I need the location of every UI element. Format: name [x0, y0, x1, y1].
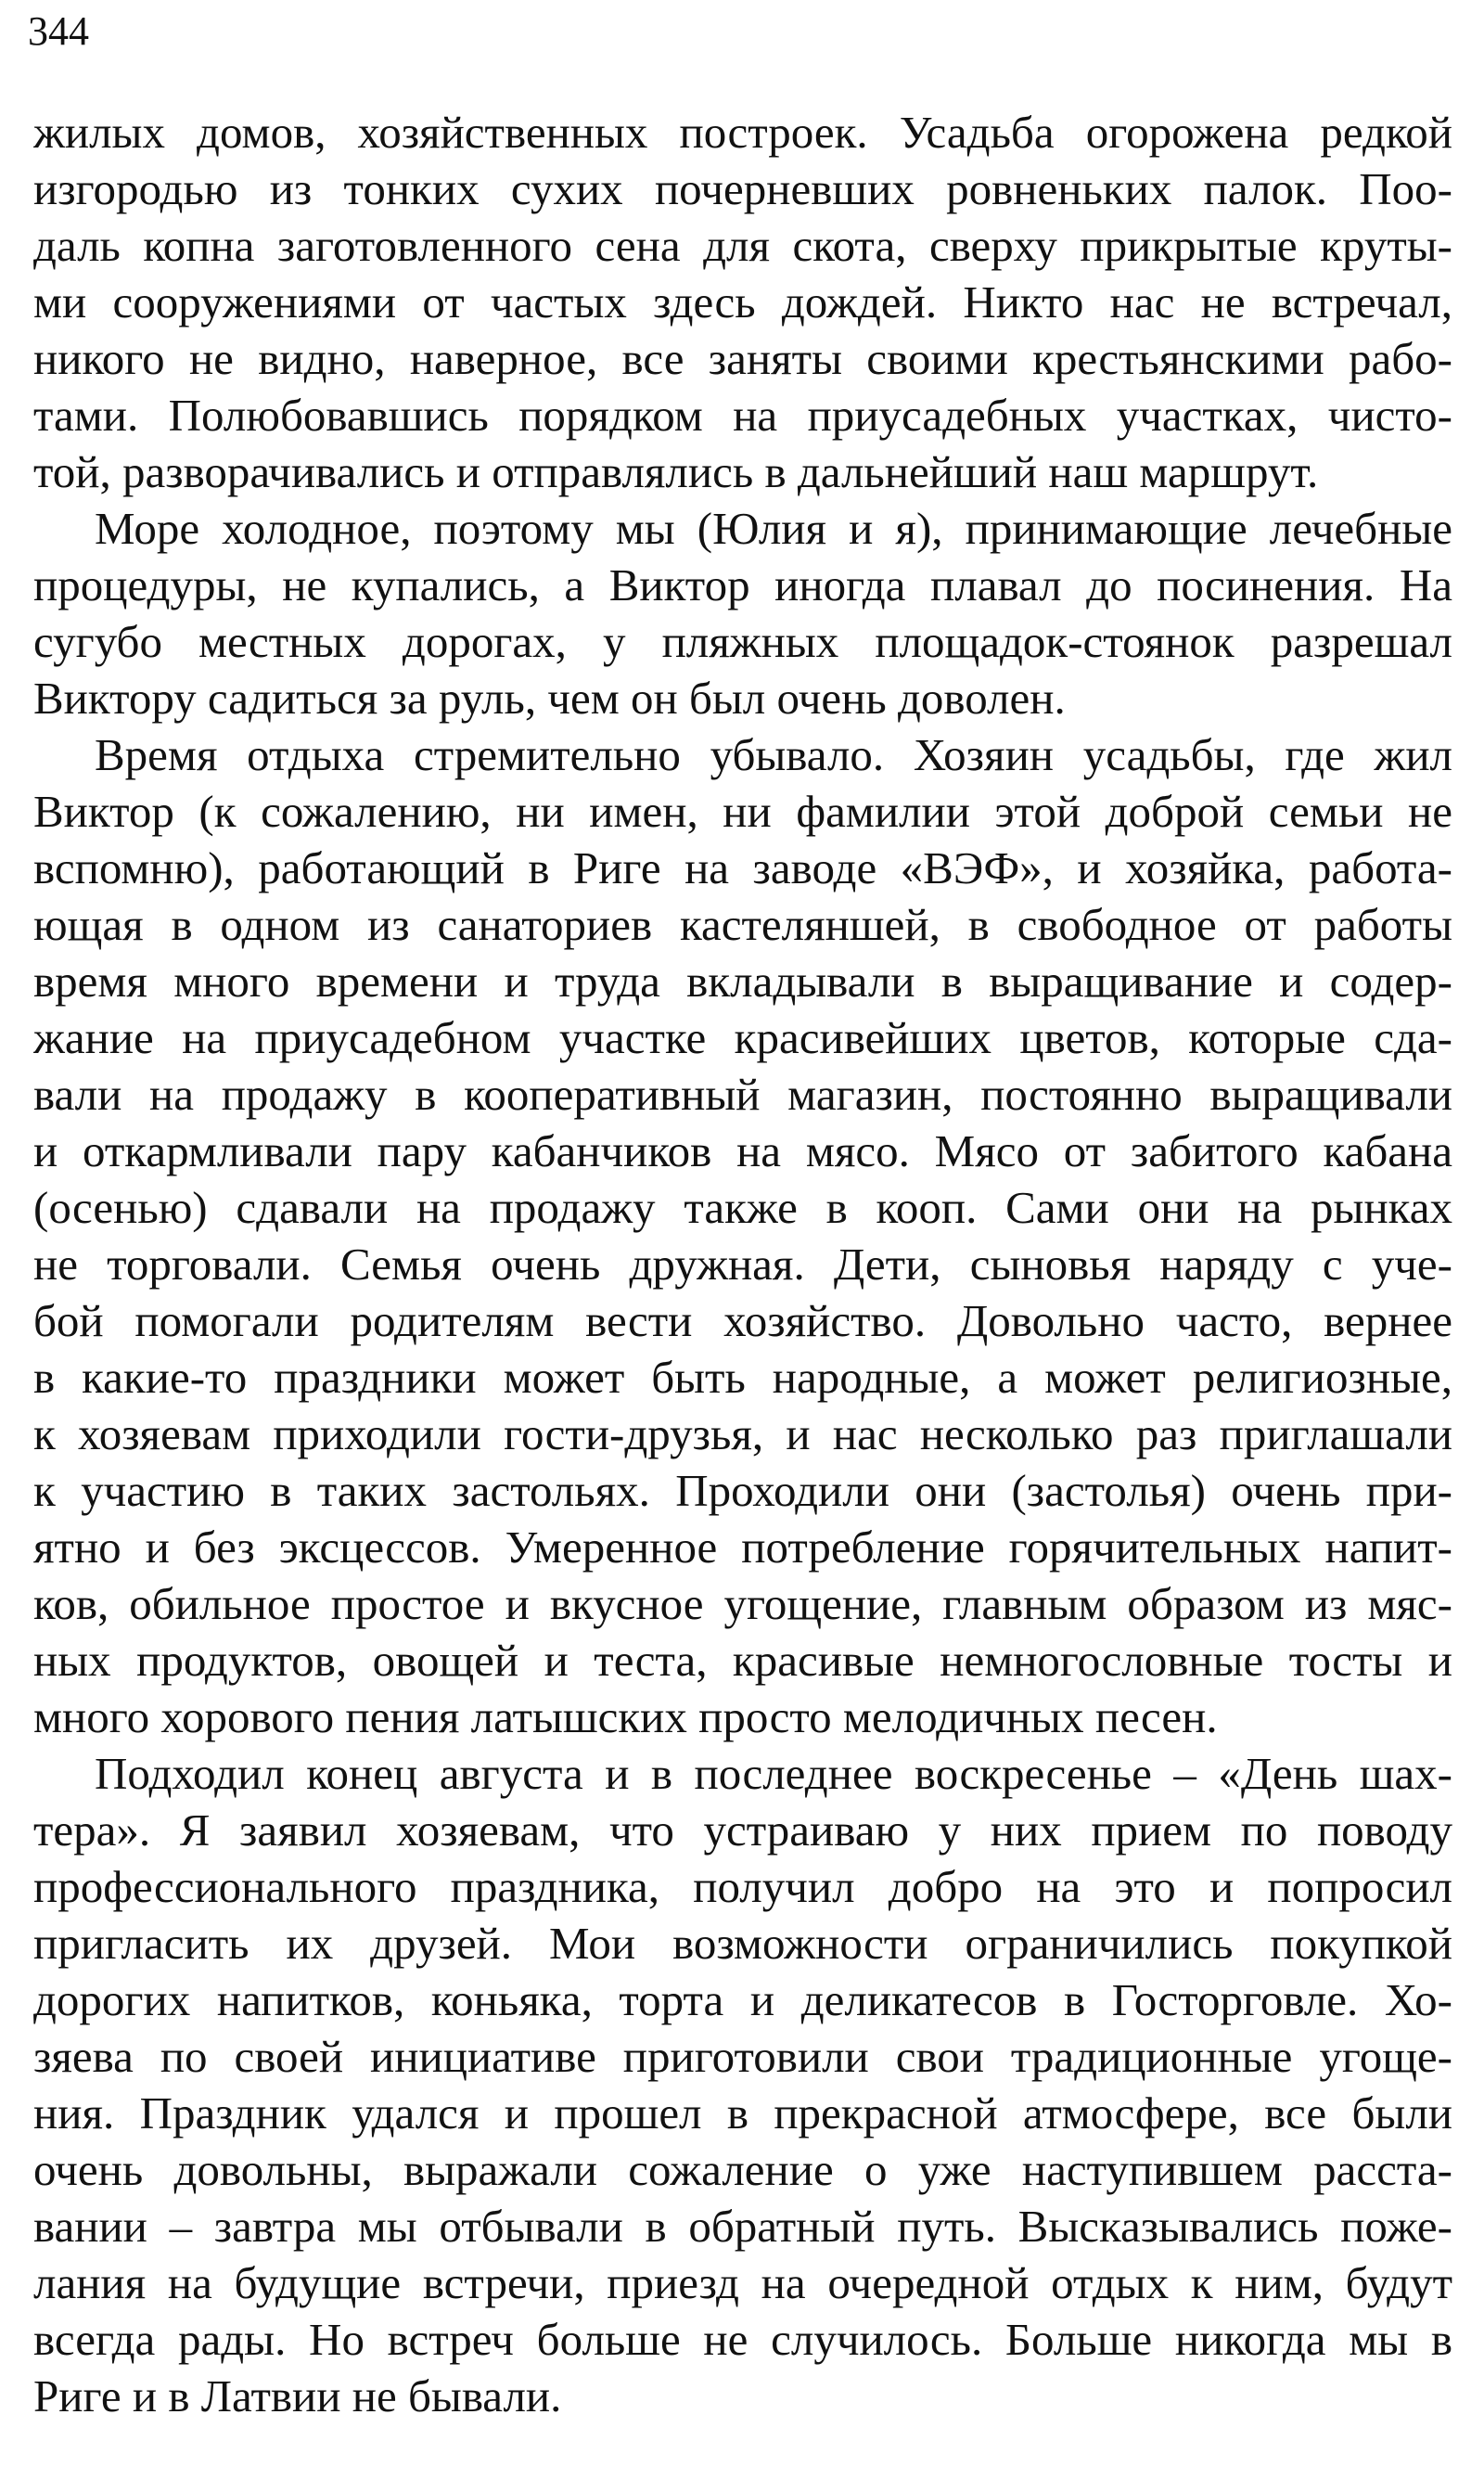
text-line: никого не видно, наверное, все заняты своими крестьянскими рабо-: [33, 333, 1452, 384]
text-line: Время отдыха стремительно убывало. Хозяин усадьбы, где жил: [95, 729, 1452, 780]
text-line: вании – завтра мы отбывали в обратный путь. Высказывались поже-: [33, 2201, 1452, 2252]
text-line: тера». Я заявил хозяевам, что устраиваю у них прием по поводу: [33, 1805, 1452, 1856]
text-line: много хорового пения латышских просто мелодичных песен.: [33, 1691, 1218, 1742]
text-line: ных продуктов, овощей и теста, красивые немногословные тосты и: [33, 1635, 1452, 1686]
text-line: Виктору садиться за руль, чем он был очень доволен.: [33, 673, 1066, 724]
text-line: (осенью) сдавали на продажу также в кооп. Сами они на рынках: [33, 1182, 1452, 1233]
text-line: в какие-то праздники может быть народные, а может религиозные,: [33, 1352, 1452, 1403]
text-line: и откармливали пару кабанчиков на мясо. Мясо от забитого кабана: [33, 1125, 1452, 1176]
body-text: [33, 104, 1452, 2424]
text-line: очень довольны, выражали сожаление о уже наступившем расста-: [33, 2144, 1452, 2195]
text-line: вали на продажу в кооперативный магазин, постоянно выращивали: [33, 1069, 1452, 1120]
text-line: даль копна заготовленного сена для скота, сверху прикрытые круты-: [33, 220, 1452, 271]
text-line: время много времени и труда вкладывали в выращивание и содер-: [33, 956, 1452, 1007]
text-line: зяева по своей инициативе приготовили свои традиционные угоще-: [33, 2031, 1452, 2082]
text-line: ков, обильное простое и вкусное угощение, главным образом из мяс-: [33, 1578, 1452, 1629]
text-line: Риге и в Латвии не бывали.: [33, 2370, 562, 2421]
text-line: процедуры, не купались, а Виктор иногда плавал до посинения. На: [33, 559, 1452, 610]
text-line: ятно и без эксцессов. Умеренное потребление горячительных напит-: [33, 1522, 1452, 1573]
text-line: Море холодное, поэтому мы (Юлия и я), принимающие лечебные: [95, 503, 1452, 554]
text-line: ющая в одном из санаториев кастеляншей, в свободное от работы: [33, 899, 1452, 950]
text-line: ния. Праздник удался и прошел в прекрасной атмосфере, все были: [33, 2087, 1452, 2138]
text-line: Подходил конец августа и в последнее воскресенье – «День шах-: [95, 1748, 1452, 1799]
text-line: Виктор (к сожалению, ни имен, ни фамилии этой доброй семьи не: [33, 786, 1452, 837]
text-line: вспомню), работающий в Риге на заводе «ВЭФ», и хозяйка, работа-: [33, 842, 1452, 893]
text-line: к участию в таких застольях. Проходили они (застолья) очень при-: [33, 1465, 1452, 1516]
text-line: тами. Полюбовавшись порядком на приусадебных участках, чисто-: [33, 390, 1452, 441]
text-line: ми сооружениями от частых здесь дождей. Никто нас не встречал,: [33, 276, 1452, 328]
text-line: изгородью из тонких сухих почерневших ровненьких палок. Поо-: [33, 163, 1452, 214]
page-number: 344: [28, 8, 89, 54]
text-line: жилых домов, хозяйственных построек. Усадьба огорожена редкой: [33, 107, 1452, 158]
text-line: жание на приусадебном участке красивейших цветов, которые сда-: [33, 1012, 1452, 1063]
text-line: не торговали. Семья очень дружная. Дети, сыновья наряду с уче-: [33, 1239, 1452, 1290]
text-line: сугубо местных дорогах, у пляжных площадок-стоянок разрешал: [33, 616, 1452, 667]
text-line: всегда рады. Но встреч больше не случилось. Больше никогда мы в: [33, 2314, 1452, 2365]
text-line: лания на будущие встречи, приезд на очередной отдых к ним, будут: [33, 2257, 1452, 2308]
text-line: профессионального праздника, получил добро на это и попросил: [33, 1861, 1452, 1912]
text-line: пригласить их друзей. Мои возможности ограничились покупкой: [33, 1918, 1452, 1969]
text-line: бой помогали родителям вести хозяйство. Довольно часто, вернее: [33, 1295, 1452, 1346]
text-line: к хозяевам приходили гости-друзья, и нас несколько раз приглашали: [33, 1408, 1452, 1459]
text-line: той, разворачивались и отправлялись в дальнейший наш маршрут.: [33, 446, 1319, 497]
text-line: дорогих напитков, коньяка, торта и деликатесов в Госторговле. Хо-: [33, 1974, 1452, 2025]
